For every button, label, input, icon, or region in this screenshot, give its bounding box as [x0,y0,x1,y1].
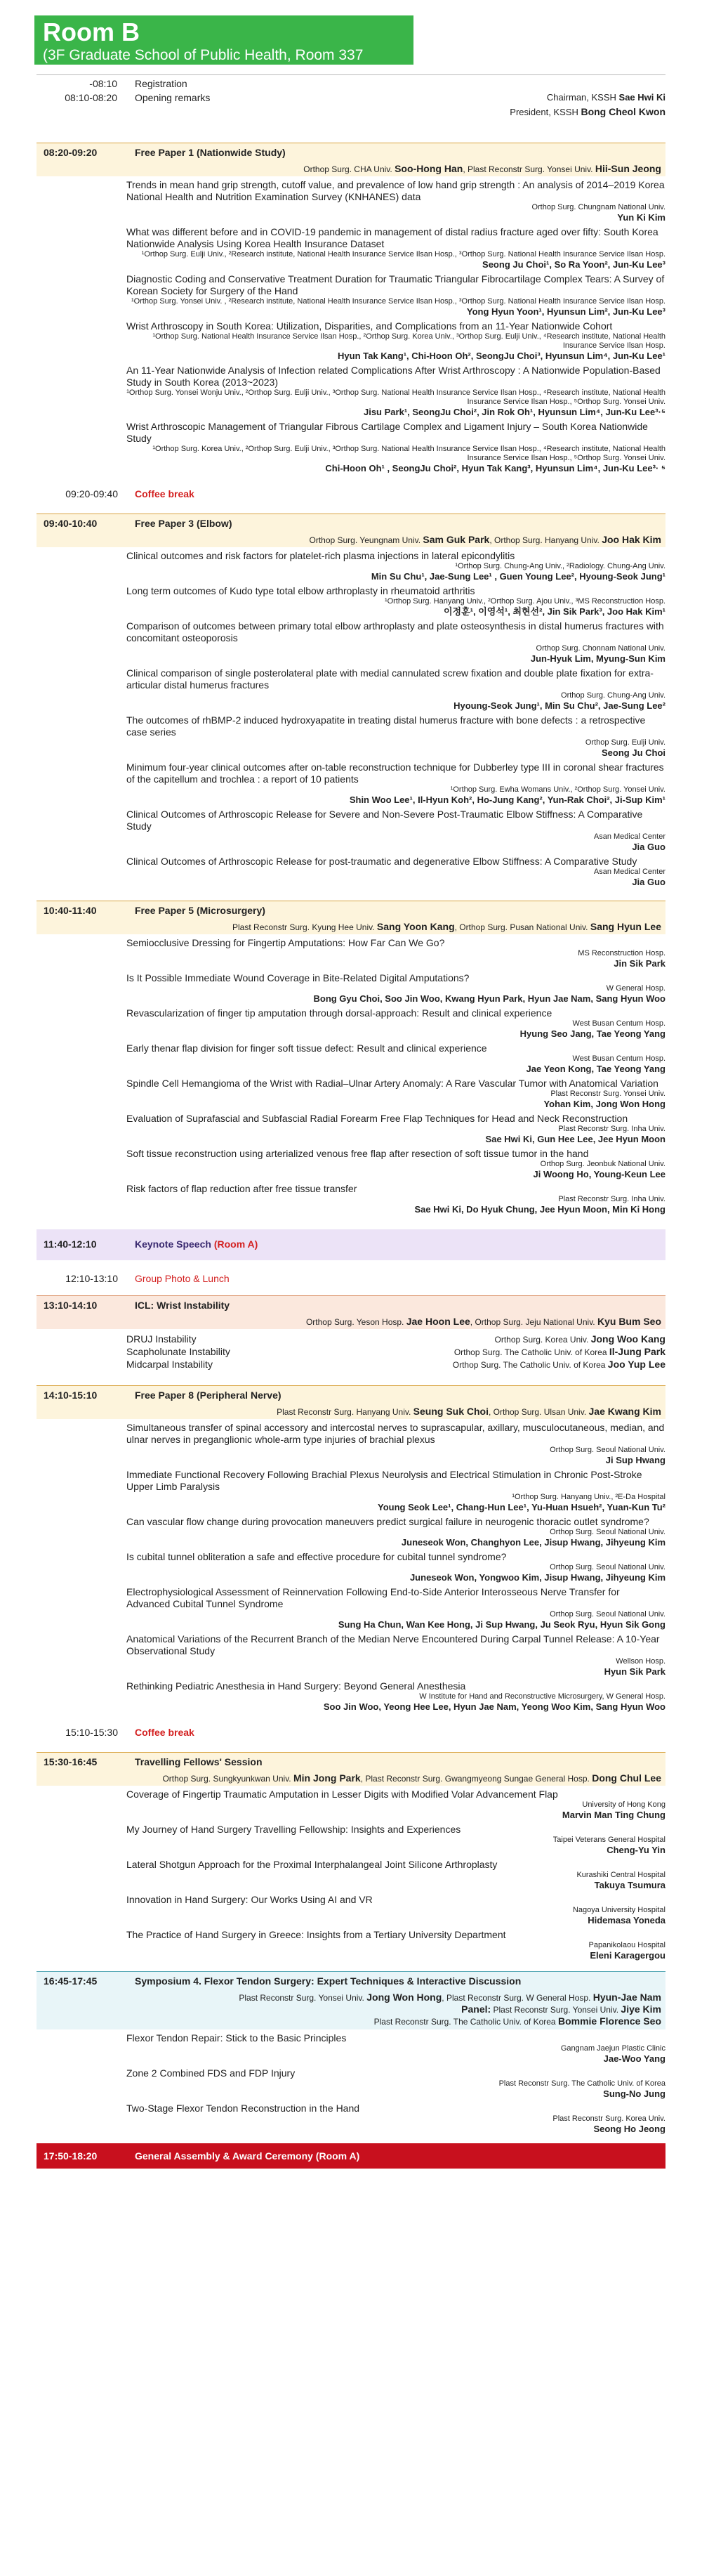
paper-affiliation: Papanikolaou Hospital [588,1941,665,1949]
session-chairs: Orthop Surg. Sungkyunkwan Univ. Min Jong Park, Plast Reconstr Surg. Gwangmyeong Sungae General Hosp. Dong Chul Lee [37,1771,665,1786]
icl-item [126,1333,665,1346]
paper-title: Long term outcomes of Kudo type total elbow arthroplasty in rheumatoid arthritis [126,585,475,596]
paper-affiliation: ¹Orthop Surg. Eulji Univ., ²Research institute, National Health Insurance Service Ilsan Hosp., ³Orthop Surg. National Health Insurance Service Ilsan Hosp. [141,250,665,259]
paper-affiliation: Orthop Surg. Chung-Ang Univ. [561,691,665,700]
paper-item [126,1183,665,1215]
paper-authors: Bong Gyu Choi, Soo Jin Woo, Kwang Hyun Park, Hyun Jae Nam, Sang Hyun Woo [313,993,665,1004]
paper-affiliation: Plast Reconstr Surg. Korea Univ. [552,2114,665,2123]
session-chairs: Orthop Surg. Yeungnam Univ. Sam Guk Park, Orthop Surg. Hanyang Univ. Joo Hak Kim [37,532,665,547]
coffee-break-1: 09:20-09:40 Coffee break [65,488,194,499]
paper-authors: Hyun Sik Park [604,1666,665,1677]
paper-title: Wrist Arthroscopic Management of Triangular Fibrous Cartilage Complex and Ligament Injury – South Korea Nationwide Study [126,421,648,444]
president-name: Bong Cheol Kwon [581,106,665,117]
paper-item [126,620,665,665]
keynote-row: 11:40-12:10 Keynote Speech (Room A) [37,1229,665,1260]
paper-authors: Hyung Seo Jang, Tae Yeong Yang [519,1028,665,1039]
paper-item [126,179,665,223]
session-name: Free Paper 1 (Nationwide Study) [135,147,286,158]
paper-title: Innovation in Hand Surgery: Our Works Using AI and VR [126,1894,373,1905]
paper-item [126,1894,665,1926]
paper-title: Rethinking Pediatric Anesthesia in Hand Surgery: Beyond General Anesthesia [126,1680,466,1692]
paper-title: Coverage of Fingertip Traumatic Amputation in Lesser Digits with Modified Volar Advancement Flap [126,1789,558,1800]
paper-affiliation: Wellson Hosp. [616,1657,665,1666]
paper-authors: Cheng-Yu Yin [607,1845,665,1855]
paper-authors: Ji Sup Hwang [605,1455,665,1465]
paper-authors: Yohan Kim, Jong Won Hong [543,1099,665,1109]
icl-speaker: Jong Woo Kang [590,1333,665,1345]
paper-item [126,1789,665,1821]
paper-authors: Juneseok Won, Changhyon Lee, Jisup Hwang, Jihyeung Kim [401,1537,665,1548]
paper-item [126,714,665,759]
paper-item [126,365,665,418]
paper-authors: Juneseok Won, Yongwoo Kim, Jisup Hwang, Jihyeung Kim [409,1572,665,1583]
opening-row [37,92,665,106]
paper-title: Clinical Outcomes of Arthroscopic Release for Severe and Non-Severe Post-Traumatic Elbow Stiffness: A Comparative Study [126,809,643,832]
paper-title: Clinical comparison of single posterolateral plate with medial cannulated screw fixation and double plate fixation for extra-articular distal humerus fractures [126,667,654,691]
paper-list [126,2032,665,2135]
paper-affiliation: Kurashiki Central Hospital [576,1871,665,1879]
paper-authors: Takuya Tsumura [594,1880,665,1890]
paper-list [126,1422,665,1713]
paper-authors: Seong Ho Jeong [593,2124,665,2134]
paper-item [126,1551,665,1583]
paper-affiliation: ¹Orthop Surg. National Health Insurance Service Ilsan Hosp., ²Orthop Surg. Korea Univ., ³Orthop Surg. Eulji Univ., ⁴Research institute, National Health Insurance Service Ilsan Hosp. [152,332,665,350]
general-assembly-row: 17:50-18:20 General Assembly & Award Ceremony (Room A) [37,2143,665,2169]
paper-title: Soft tissue reconstruction using arterialized venous free flap after resection of soft tissue tumor in the hand [126,1148,589,1159]
paper-item [126,856,665,888]
session-free-paper-3 [37,514,665,888]
paper-title: Wrist Arthroscopy in South Korea: Utilization, Disparities, and Complications from an 11-Year Nationwide Cohort [126,320,613,332]
paper-authors: Eleni Karagergou [590,1950,665,1961]
paper-item [126,972,665,1005]
opening-time: 08:10-08:20 [65,92,117,103]
session-name: Free Paper 5 (Microsurgery) [135,905,265,916]
paper-affiliation: Asan Medical Center [593,832,665,841]
icl-item [126,1359,665,1371]
paper-authors: Ji Woong Ho, Young-Keun Lee [533,1169,665,1179]
paper-title: Minimum four-year clinical outcomes after on-table reconstruction technique for Dubberley type III in coronal shear fractures of the capitellum and trochlea : a report of 10 patients [126,761,664,785]
paper-title: Clinical outcomes and risk factors for platelet-rich plasma injections in lateral epicondylitis [126,550,515,561]
paper-item [126,1680,665,1713]
session-chairs: Plast Reconstr Surg. Kyung Hee Univ. Sang Yoon Kang, Orthop Surg. Pusan National Univ. Sang Hyun Lee [37,920,665,934]
paper-affiliation: ¹Orthop Surg. Ewha Womans Univ., ²Orthop Surg. Yonsei Univ. [450,785,665,794]
paper-authors: Hyoung-Seok Jung¹, Min Su Chu², Jae-Sung Lee² [453,700,665,711]
paper-authors: 이정훈¹, 이영석¹, 최현선², Jin Sik Park³, Joo Hak Kim¹ [443,606,665,617]
session-icl: 13:10-14:10 ICL: Wrist Instability Orthop Surg. Yeson Hosp. Jae Hoon Lee, Orthop Surg. Jeju National Univ. Kyu Bum Seo DRUJ Instability Orthop Surg. Korea Univ. Jong Woo Kang Scapholunate Instability Orthop Surg. The Catholic Univ. of Korea Il-Jung Park Midcarpal Instability Orthop Surg. The Catholic Univ. of Korea Joo Yup Lee [37,1295,665,1371]
session-time: 09:40-10:40 [44,518,98,529]
paper-title: The outcomes of rhBMP-2 induced hydroxyapatite in treating distal humerus fracture with bone defects : a retrospective case series [126,714,646,738]
paper-authors: Hyun Tak Kang¹, Chi-Hoon Oh², SeongJu Choi³, Hyunsun Lim⁴, Jun-Ku Lee¹ [338,351,665,361]
paper-item [126,1113,665,1145]
paper-item [126,1516,665,1548]
paper-item [126,761,665,806]
paper-affiliation: ¹Orthop Surg. Hanyang Univ., ²E-Da Hospital [512,1493,665,1501]
paper-title: Two-Stage Flexor Tendon Reconstruction in the Hand [126,2103,360,2114]
paper-item [126,1929,665,1961]
paper-affiliation: Gangnam Jaejun Plastic Clinic [560,2044,665,2053]
paper-title: Semiocclusive Dressing for Fingertip Amputations: How Far Can We Go? [126,937,445,948]
paper-item [126,320,665,362]
paper-title: Clinical Outcomes of Arthroscopic Release for post-traumatic and degenerative Elbow Stiffness: A Comparative Study [126,856,637,867]
paper-item [126,1148,665,1180]
session-time: 10:40-11:40 [44,905,97,916]
paper-affiliation: ¹Orthop Surg. Hanyang Univ., ²Orthop Surg. Ajou Univ., ³MS Reconstruction Hosp. [384,597,665,606]
paper-affiliation: West Busan Centum Hosp. [572,1054,665,1063]
paper-title: My Journey of Hand Surgery Travelling Fellowship: Insights and Experiences [126,1824,461,1835]
icl-topic: DRUJ Instability [126,1333,197,1345]
room-header [34,15,413,65]
registration-time: -08:10 [89,78,117,89]
paper-authors: Jun-Hyuk Lim, Myung-Sun Kim [530,653,665,664]
paper-affiliation: Asan Medical Center [593,868,665,876]
paper-affiliation: Plast Reconstr Surg. The Catholic Univ. of Korea [498,2079,665,2088]
session-travelling-fellows: 15:30-16:45 Travelling Fellows' Session Orthop Surg. Sungkyunkwan Univ. Min Jong Park, Plast Reconstr Surg. Gwangmyeong Sungae General Hosp. Dong Chul Lee Coverage of Fingertip Traumatic Amputation in Lesser Digits with Modified Volar Advancement Flap University of Hong Kong Marvin Man Ting Chung My Journey of Hand Surgery Travelling Fellowship: Insights and Experiences Taipei Veterans General Hospital Cheng-Yu Yin Lateral Shotgun Approach for the Proximal Interphalangeal Joint Silicone Arthroplasty Kurashiki Central Hospital Takuya Tsumura Innovation in Hand Surgery: Our Works Using AI and VR Nagoya University Hospital Hidemasa Yoneda The Practice of Hand Surgery in Greece: Insights from a Tertiary University Department Papanikolaou Hospital Eleni Karagergou [37,1752,665,1961]
paper-item [126,1469,665,1513]
paper-title: The Practice of Hand Surgery in Greece: Insights from a Tertiary University Department [126,1929,506,1940]
paper-authors: Sae Hwi Ki, Gun Hee Lee, Jee Hyun Moon [485,1134,665,1144]
icl-topic: Scapholunate Instability [126,1346,230,1357]
paper-list [126,937,665,1215]
paper-item [126,667,665,712]
paper-authors: Jisu Park¹, SeongJu Choi², Jin Rok Oh¹, Hyunsun Lim⁴, Jun-Ku Lee³·⁵ [363,407,665,417]
paper-authors: Jia Guo [632,842,665,852]
paper-authors: Jin Sik Park [614,958,665,969]
paper-title: Zone 2 Combined FDS and FDP Injury [126,2067,296,2079]
icl-affiliation: Orthop Surg. The Catholic Univ. of Korea [453,1347,607,1357]
icl-speaker: Il-Jung Park [609,1346,665,1357]
opening-label: Opening remarks [135,92,211,103]
paper-authors: Marvin Man Ting Chung [562,1810,665,1820]
paper-affiliation: Orthop Surg. Eulji Univ. [585,738,665,747]
paper-list [126,550,665,888]
paper-authors: Yong Hyun Yoon¹, Hyunsun Lim², Jun-Ku Lee³ [466,306,665,317]
paper-list [126,179,665,474]
paper-title: Lateral Shotgun Approach for the Proximal Interphalangeal Joint Silicone Arthroplasty [126,1859,498,1870]
paper-affiliation: Orthop Surg. Seoul National Univ. [550,1563,665,1571]
icl-item [126,1346,665,1359]
paper-title: Evaluation of Suprafascial and Subfascial Radial Forearm Free Flap Techniques for Head and Neck Reconstruction [126,1113,628,1124]
icl-affiliation: Orthop Surg. The Catholic Univ. of Korea [452,1360,606,1370]
paper-item [126,1422,665,1466]
paper-affiliation: Orthop Surg. Seoul National Univ. [550,1446,665,1454]
paper-item [126,550,665,582]
paper-affiliation: Orthop Surg. Seoul National Univ. [550,1610,665,1619]
session-free-paper-8: 14:10-15:10 Free Paper 8 (Peripheral Nerve) Plast Reconstr Surg. Hanyang Univ. Seung Suk Choi, Orthop Surg. Ulsan Univ. Jae Kwang Kim Simultaneous transfer of spinal accessory and intercostal nerves to suprascapular, axillary, musculocutaneous, median, and ulnar nerves in preganglionic whole-arm type injuries of brachial plexus Orthop Surg. Seoul National Univ. Ji Sup Hwang Immediate Functional Recovery Following Brachial Plexus Neurolysis and Electrical Stimulation in Chronic Post-Stroke Upper Limb Paralysis ¹Orthop Surg. Hanyang Univ., ²E-Da Hospital Young Seok Lee¹, Chang-Hun Lee¹, Yu-Huan Hsueh², Yuan-Kun Tu² Can vascular flow change during provocation maneuvers predict surgical failure in neurogenic thoracic outlet syndrome? Orthop Surg. Seoul National Univ. Juneseok Won, Changhyon Lee, Jisup Hwang, Jihyeung Kim Is cubital tunnel obliteration a safe and effective procedure for cubital tunnel syndrome? Orthop Surg. Seoul National Univ. Juneseok Won, Yongwoo Kim, Jisup Hwang, Jihyeung Kim Electrophysiological Assessment of Reinnervation Following End-to-Side Anterior Interosseous Nerve Transfer for Advanced Cubital Tunnel Syndrome Orthop Surg. Seoul National Univ. Sung Ha Chun, Wan Kee Hong, Ji Sup Hwang, Ju Seok Ryu, Hyun Sik Gong Anatomical Variations of the Recurrent Branch of the Median Nerve Encountered During Carpal Tunnel Release: A 10-Year Observational Study Wellson Hosp. Hyun Sik Park Rethinking Pediatric Anesthesia in Hand Surgery: Beyond General Anesthesia W Institute for Hand and Reconstructive Microsurgery, W General Hosp. Soo Jin Woo, Yeong Hee Lee, Hyun Jae Nam, Yeong Woo Kim, Sang Hyun Woo [37,1385,665,1713]
paper-authors: Chi-Hoon Oh¹ , SeongJu Choi², Hyun Tak Kang³, Hyunsun Lim⁴, Jun-Ku Lee³· ⁵ [325,463,665,473]
paper-title: Risk factors of flap reduction after free tissue transfer [126,1183,357,1194]
paper-item [126,1007,665,1040]
paper-item [126,1586,665,1630]
icl-topic: Midcarpal Instability [126,1359,213,1370]
paper-title: Electrophysiological Assessment of Reinnervation Following End-to-Side Anterior Interosseous Nerve Transfer for Advanced Cubital Tunnel Syndrome [126,1586,620,1609]
paper-affiliation: Orthop Surg. Jeonbuk National Univ. [540,1160,665,1168]
paper-affiliation: Orthop Surg. Chonnam National Univ. [536,644,665,653]
session-symposium-4: 16:45-17:45 Symposium 4. Flexor Tendon Surgery: Expert Techniques & Interactive Discussion Plast Reconstr Surg. Yonsei Univ. Jong Won Hong, Plast Reconstr Surg. W General Hosp. Hyun-Jae Nam Panel: Plast Reconstr Surg. Yonsei Univ. Jiye Kim Plast Reconstr Surg. The Catholic Univ. of Korea Bommie Florence Seo Flexor Tendon Repair: Stick to the Basic Principles Gangnam Jaejun Plastic Clinic Jae-Woo Yang Zone 2 Combined FDS and FDP Injury Plast Reconstr Surg. The Catholic Univ. of Korea Sung-No Jung Two-Stage Flexor Tendon Reconstruction in the Hand Plast Reconstr Surg. Korea Univ. Seong Ho Jeong [37,1971,665,2135]
icl-affiliation: Orthop Surg. Korea Univ. [494,1335,589,1345]
coffee-break-2: 15:10-15:30 Coffee break [65,1727,194,1738]
paper-affiliation: Orthop Surg. Seoul National Univ. [550,1528,665,1536]
paper-item [126,2032,665,2065]
paper-authors: Jia Guo [632,877,665,887]
paper-affiliation: ¹Orthop Surg. Yonsei Wonju Univ., ²Orthop Surg. Eulji Univ., ³Orthop Surg. National Health Insurance Service Ilsan Hosp., ⁴Research institute, National Health Insurance Service Ilsan Hosp., ⁵Orthop Surg. Yonsei Univ. [126,388,665,406]
paper-item [126,273,665,318]
paper-title: Immediate Functional Recovery Following Brachial Plexus Neurolysis and Electrical Stimulation in Chronic Post-Stroke Upper Limb Paralysis [126,1469,642,1492]
session-time: 08:20-09:20 [44,147,98,158]
paper-title: Revascularization of finger tip amputation through dorsal-approach: Result and clinical experience [126,1007,552,1019]
paper-authors: Soo Jin Woo, Yeong Hee Lee, Hyun Jae Nam, Yeong Woo Kim, Sang Hyun Woo [323,1701,665,1712]
paper-item [126,1633,665,1678]
paper-item [126,585,665,617]
paper-item [126,1078,665,1110]
icl-list [37,1333,665,1371]
paper-title: Flexor Tendon Repair: Stick to the Basic Principles [126,2032,347,2044]
chairman-name: Sae Hwi Ki [618,92,665,103]
icl-speaker: Joo Yup Lee [607,1359,665,1370]
paper-authors: Young Seok Lee¹, Chang-Hun Lee¹, Yu-Huan Hsueh², Yuan-Kun Tu² [378,1502,665,1512]
paper-item [126,2103,665,2135]
paper-authors: Sung Ha Chun, Wan Kee Hong, Ji Sup Hwang, Ju Seok Ryu, Hyun Sik Gong [338,1619,665,1630]
paper-authors: Jae-Woo Yang [603,2053,665,2064]
room-location: (3F Graduate School of Public Health, Room 337 [43,47,364,63]
paper-affiliation: ¹Orthop Surg. Korea Univ., ²Orthop Surg. Eulji Univ., ³Orthop Surg. National Health Insurance Service Ilsan Hosp., ⁴Research institute, National Health Insurance Service Ilsan Hosp., ⁵Orthop Surg. Yonsei Univ. [152,445,665,462]
paper-affiliation: University of Hong Kong [582,1800,665,1809]
paper-title: Simultaneous transfer of spinal accessory and intercostal nerves to suprascapular, axillary, musculocutaneous, median, and ulnar nerves in preganglionic whole-arm type injuries of brachial plexus [126,1422,665,1445]
paper-affiliation: Orthop Surg. Chungnam National Univ. [531,203,665,211]
paper-authors: Sung-No Jung [603,2088,665,2099]
paper-title: Spindle Cell Hemangioma of the Wrist with Radial–Ulnar Artery Anomaly: A Rare Vascular Tumor with Anatomical Variation [126,1078,658,1089]
paper-affiliation: Nagoya University Hospital [572,1906,665,1914]
room-title: Room B [43,18,140,46]
paper-title: Can vascular flow change during provocation maneuvers predict surgical failure in neurogenic thoracic outlet syndrome? [126,1516,649,1527]
paper-title: Is It Possible Immediate Wound Coverage in Bite-Related Digital Amputations? [126,972,470,983]
president-role: President, KSSH [510,107,578,117]
paper-list [126,1789,665,1961]
paper-authors: Hidemasa Yoneda [588,1915,665,1926]
paper-item [126,937,665,969]
paper-affiliation: Plast Reconstr Surg. Inha Univ. [558,1125,665,1133]
paper-authors: Seong Ju Choi¹, So Ra Yoon², Jun-Ku Lee³ [482,259,665,270]
paper-title: Early thenar flap division for finger soft tissue defect: Result and clinical experience [126,1042,487,1054]
paper-title: What was different before and in COVID-19 pandemic in management of distal radius fracture aged over fifty: South Korea Nationwide Analysis Using Korea Health Insurance Dataset [126,226,658,249]
paper-title: Anatomical Variations of the Recurrent Branch of the Median Nerve Encountered During Carpal Tunnel Release: A 10-Year Observational Study [126,1633,660,1656]
paper-authors: Seong Ju Choi [602,747,665,758]
top-divider [37,74,665,75]
president-row [37,106,665,123]
session-chairs: Orthop Surg. Yeson Hosp. Jae Hoon Lee, Orthop Surg. Jeju National Univ. Kyu Bum Seo [37,1314,665,1329]
paper-authors: Min Su Chu¹, Jae-Sung Lee¹ , Guen Young Lee², Hyoung-Seok Jung¹ [371,571,665,582]
paper-affiliation: W General Hosp. [606,984,665,993]
paper-authors: Shin Woo Lee¹, Il-Hyun Koh², Ho-Jung Kang², Yun-Rak Choi², Ji-Sup Kim¹ [349,795,665,805]
paper-affiliation: MS Reconstruction Hosp. [578,949,665,957]
registration-label: Registration [135,78,187,89]
paper-title: Is cubital tunnel obliteration a safe and effective procedure for cubital tunnel syndrome? [126,1551,507,1562]
paper-affiliation: W Institute for Hand and Reconstructive Microsurgery, W General Hosp. [419,1692,665,1701]
registration-row [37,78,665,92]
session-name: Free Paper 3 (Elbow) [135,518,232,529]
session-chairs: Plast Reconstr Surg. Yonsei Univ. Jong Won Hong, Plast Reconstr Surg. W General Hosp. Hyun-Jae Nam Panel: Plast Reconstr Surg. Yonsei Univ. Jiye Kim Plast Reconstr Surg. The Catholic Univ. of Korea Bommie Florence Seo [37,1990,665,2029]
session-free-paper-5 [37,901,665,1215]
paper-item [126,1859,665,1891]
paper-item [126,2067,665,2100]
paper-affiliation: West Busan Centum Hosp. [572,1019,665,1028]
paper-affiliation: ¹Orthop Surg. Chung-Ang Univ., ²Radiology. Chung-Ang Univ. [455,562,665,570]
paper-item [126,809,665,853]
paper-affiliation: Plast Reconstr Surg. Yonsei Univ. [550,1090,665,1098]
paper-affiliation: ¹Orthop Surg. Yonsei Univ. , ²Research institute, National Health Insurance Service Ilsan Hosp., ³Orthop Surg. National Health Insurance Service Ilsan Hosp. [131,297,665,306]
group-photo-row: 12:10-13:10 Group Photo & Lunch [65,1273,230,1284]
session-chairs: Plast Reconstr Surg. Hanyang Univ. Seung Suk Choi, Orthop Surg. Ulsan Univ. Jae Kwang Kim [37,1404,665,1419]
paper-affiliation: Plast Reconstr Surg. Inha Univ. [558,1195,665,1203]
paper-item [126,1042,665,1075]
paper-authors: Sae Hwi Ki, Do Hyuk Chung, Jee Hyun Moon, Min Ki Hong [414,1204,665,1215]
paper-title: Comparison of outcomes between primary total elbow arthroplasty and plate osteosynthesis in distal humerus fractures with concomitant osteoporosis [126,620,664,643]
paper-title: Diagnostic Coding and Conservative Treatment Duration for Traumatic Triangular Fibrocartilage Complex Tears: A Survey of Korean Society for Surgery of the Hand [126,273,665,296]
paper-authors: Yun Ki Kim [617,212,665,223]
paper-item [126,226,665,270]
paper-affiliation: Taipei Veterans General Hospital [552,1836,665,1844]
chairman-role: Chairman, KSSH [546,92,616,103]
paper-item [126,421,665,474]
paper-title: Trends in mean hand grip strength, cutoff value, and prevalence of low hand grip strength : An analysis of 2014–2019 Korea National Health and Nutrition Examination Survey (KNHANES) data [126,179,665,202]
session-chairs: Orthop Surg. CHA Univ. Soo-Hong Han, Plast Reconstr Surg. Yonsei Univ. Hii-Sun Jeong [37,162,665,176]
paper-item [126,1824,665,1856]
paper-authors: Jae Yeon Kong, Tae Yeong Yang [526,1064,665,1074]
paper-title: An 11-Year Nationwide Analysis of Infection related Complications After Wrist Arthroscopy : A Nationwide Population-Based Study in South Korea (2013~2023) [126,365,661,388]
session-free-paper-1 [37,143,665,474]
